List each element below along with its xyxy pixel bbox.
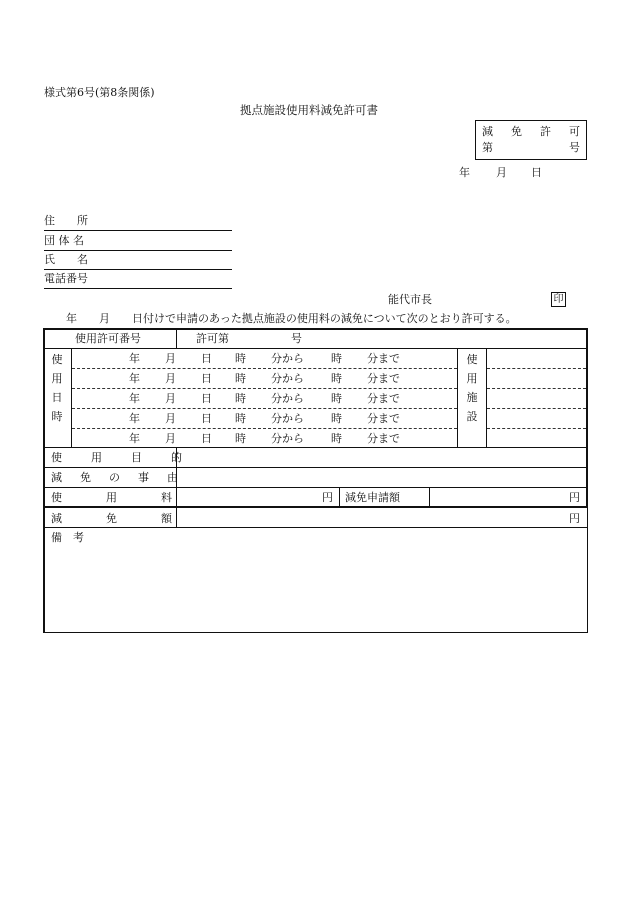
exemption-table — [43, 328, 588, 633]
schedule-row[interactable]: 年 月 日 時 分から 時 分まで — [129, 432, 400, 445]
form-number-label: 様式第6号(第8条関係) — [44, 86, 155, 99]
permit-statement: 年 月 日付けで申請のあった拠点施設の使用料の減免について次のとおり許可する。 — [66, 312, 517, 325]
issue-date-month: 月 — [496, 166, 507, 179]
permit-number-label: 使用許可番号 — [75, 332, 141, 345]
schedule-row[interactable]: 年 月 日 時 分から 時 分まで — [129, 352, 400, 365]
schedule-row[interactable]: 年 月 日 時 分から 時 分まで — [129, 412, 400, 425]
permit-box-char: 号 — [569, 141, 580, 154]
exempt-yen-unit: 円 — [569, 512, 580, 525]
document-title: 拠点施設使用料減免許可書 — [240, 103, 378, 117]
remarks-label: 備 考 — [51, 531, 84, 544]
permit-number-suffix: 号 — [291, 332, 302, 345]
schedule-row[interactable]: 年 月 日 時 分から 時 分まで — [129, 372, 400, 385]
permit-box-char: 可 — [569, 125, 580, 138]
issue-date-day: 日 — [531, 166, 542, 179]
use-datetime-label: 使 用 日 時 — [51, 353, 63, 423]
phone-label: 電話番号 — [44, 272, 88, 285]
seal-mark: 印 — [551, 292, 566, 307]
address-label: 住 所 — [44, 214, 88, 227]
name-field[interactable] — [44, 254, 232, 270]
permit-box-char: 第 — [482, 141, 493, 154]
requested-amount-label: 減免申請額 — [345, 491, 400, 504]
permit-number-prefix: 許可第 — [196, 332, 229, 345]
use-facility-label: 使 用 施 設 — [466, 353, 478, 423]
group-name-field[interactable] — [44, 235, 232, 251]
phone-field[interactable] — [44, 273, 232, 289]
exemption-reason-label: 減 免 の 事 由 — [51, 471, 178, 484]
permit-box-char: 免 — [511, 125, 522, 138]
exempt-amount-label: 減 免 額 — [51, 512, 172, 525]
use-fee-label: 使 用 料 — [51, 491, 172, 504]
group-name-label: 団 体 名 — [44, 234, 84, 247]
permit-box-char: 許 — [540, 125, 551, 138]
schedule-row[interactable]: 年 月 日 時 分から 時 分まで — [129, 392, 400, 405]
issue-date-year: 年 — [459, 166, 470, 179]
use-purpose-label: 使 用 目 的 — [51, 451, 182, 464]
permit-box-char: 減 — [482, 125, 493, 138]
permit-number-box — [475, 120, 587, 160]
address-field[interactable] — [44, 215, 232, 231]
fee-yen-unit: 円 — [322, 491, 333, 504]
name-label: 氏 名 — [44, 253, 88, 266]
mayor-title: 能代市長 — [388, 293, 432, 306]
requested-yen-unit: 円 — [569, 491, 580, 504]
